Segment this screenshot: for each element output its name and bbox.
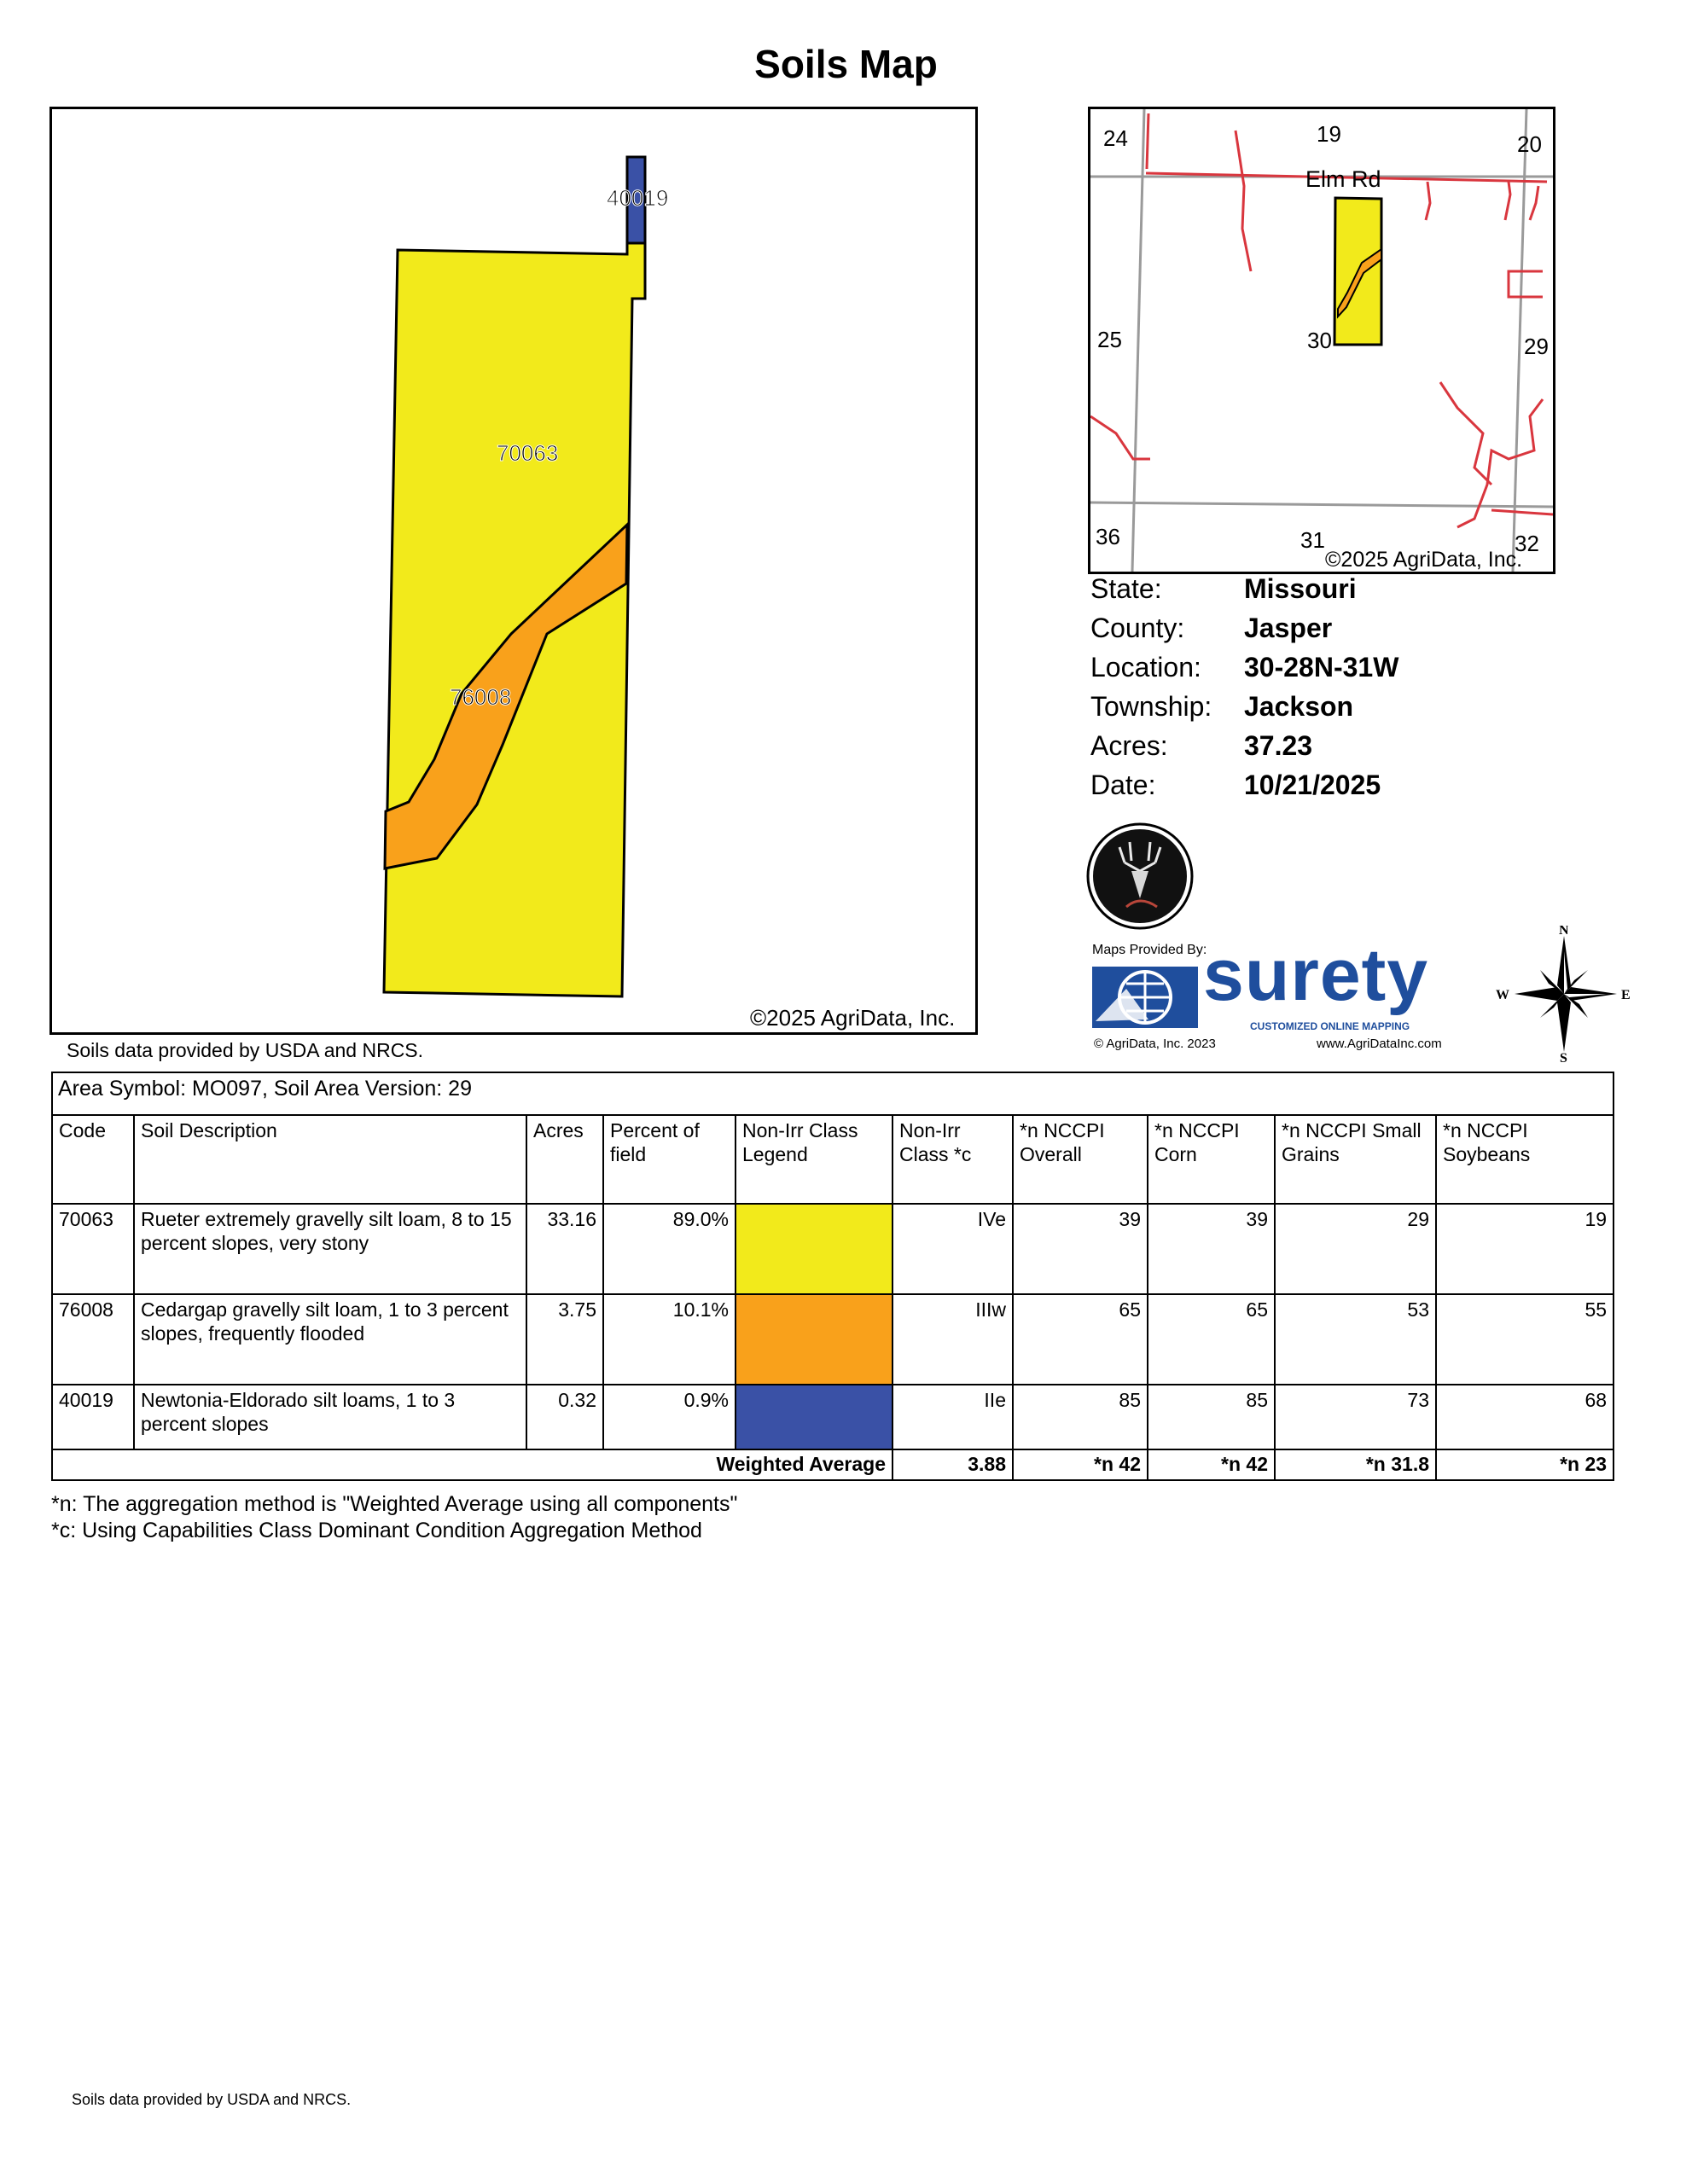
weighted-small: *n 31.8 bbox=[1275, 1449, 1436, 1480]
locator-map[interactable] bbox=[1088, 107, 1555, 574]
col-header-nccpi-soybeans: *n NCCPI Soybeans bbox=[1436, 1115, 1614, 1204]
deer-logo-icon bbox=[1085, 822, 1195, 931]
data-credit: Soils data provided by USDA and NRCS. bbox=[67, 1039, 424, 1061]
table-row bbox=[52, 1385, 1614, 1449]
locator-map-canvas bbox=[1090, 109, 1553, 572]
info-value: 30-28N-31W bbox=[1244, 652, 1399, 682]
cell-acres: 3.75 bbox=[526, 1294, 603, 1385]
soils-map[interactable] bbox=[49, 107, 978, 1035]
cell-nccpi-corn: 85 bbox=[1148, 1385, 1275, 1449]
cell-nccpi-small: 53 bbox=[1275, 1294, 1436, 1385]
section-label-29: 29 bbox=[1524, 334, 1549, 359]
compass-s: S bbox=[1560, 1051, 1567, 1062]
section-label-36: 36 bbox=[1096, 524, 1120, 549]
section-label-31: 31 bbox=[1300, 527, 1325, 553]
maps-provided-caption: Maps Provided By: bbox=[1092, 943, 1207, 957]
col-header-nccpi-small-grains: *n NCCPI Small Grains bbox=[1275, 1115, 1436, 1204]
soil-table bbox=[51, 1072, 1613, 1481]
cell-code: 40019 bbox=[52, 1385, 134, 1449]
info-value: 37.23 bbox=[1244, 730, 1313, 761]
info-value: Jasper bbox=[1244, 613, 1333, 643]
table-row bbox=[52, 1204, 1614, 1294]
info-label: Date: bbox=[1090, 770, 1156, 800]
info-label: State: bbox=[1090, 573, 1162, 604]
cell-class: IVe bbox=[893, 1204, 1013, 1294]
info-value: Jackson bbox=[1244, 691, 1354, 722]
weighted-class: 3.88 bbox=[893, 1449, 1013, 1480]
weighted-average-label: Weighted Average bbox=[52, 1449, 893, 1480]
surety-brand: surety bbox=[1203, 934, 1429, 1016]
cell-legend-swatch bbox=[736, 1385, 893, 1449]
footnote-n: *n: The aggregation method is "Weighted Average using all components" bbox=[51, 1492, 738, 1516]
info-value: Missouri bbox=[1244, 573, 1357, 604]
col-header-class: Non-Irr Class *c bbox=[893, 1115, 1013, 1204]
surety-copyright: © AgriData, Inc. 2023 bbox=[1094, 1037, 1216, 1051]
cell-nccpi-corn: 65 bbox=[1148, 1294, 1275, 1385]
cell-percent: 10.1% bbox=[603, 1294, 736, 1385]
footnote-c: *c: Using Capabilities Class Dominant Condition Aggregation Method bbox=[51, 1519, 702, 1542]
label-40019: 40019 bbox=[607, 185, 669, 211]
table-row bbox=[52, 1294, 1614, 1385]
weighted-corn: *n 42 bbox=[1148, 1449, 1275, 1480]
compass-w: W bbox=[1496, 988, 1509, 1002]
weighted-soy: *n 23 bbox=[1436, 1449, 1614, 1480]
cell-description: Rueter extremely gravelly silt loam, 8 to 15 percent slopes, very stony bbox=[134, 1204, 526, 1294]
weighted-overall: *n 42 bbox=[1013, 1449, 1148, 1480]
cell-nccpi-corn: 39 bbox=[1148, 1204, 1275, 1294]
cell-nccpi-soy: 19 bbox=[1436, 1204, 1614, 1294]
cell-legend-swatch bbox=[736, 1204, 893, 1294]
cell-nccpi-soy: 55 bbox=[1436, 1294, 1614, 1385]
legend-swatch-orange bbox=[736, 1295, 892, 1384]
section-label-32: 32 bbox=[1515, 531, 1539, 556]
surety-tagline: CUSTOMIZED ONLINE MAPPING bbox=[1250, 1020, 1410, 1032]
col-header-nccpi-corn: *n NCCPI Corn bbox=[1148, 1115, 1275, 1204]
footnotes bbox=[51, 1491, 737, 1544]
info-label: Acres: bbox=[1090, 730, 1168, 761]
compass-n: N bbox=[1559, 926, 1569, 938]
road-label-elm: Elm Rd bbox=[1305, 166, 1381, 192]
compass-e: E bbox=[1621, 988, 1631, 1002]
cell-legend-swatch bbox=[736, 1294, 893, 1385]
cell-nccpi-small: 73 bbox=[1275, 1385, 1436, 1449]
footer-credit: Soils data provided by USDA and NRCS. bbox=[72, 2091, 352, 2108]
cell-acres: 0.32 bbox=[526, 1385, 603, 1449]
cell-nccpi-overall: 39 bbox=[1013, 1204, 1148, 1294]
cell-nccpi-overall: 65 bbox=[1013, 1294, 1148, 1385]
compass-rose-icon bbox=[1489, 926, 1634, 1062]
col-header-percent: Percent of field bbox=[603, 1115, 736, 1204]
section-label-24: 24 bbox=[1103, 125, 1128, 151]
label-76008: 76008 bbox=[450, 684, 512, 710]
soils-map-canvas bbox=[52, 109, 975, 1032]
col-header-nccpi-overall: *n NCCPI Overall bbox=[1013, 1115, 1148, 1204]
cell-code: 70063 bbox=[52, 1204, 134, 1294]
col-header-legend: Non-Irr Class Legend bbox=[736, 1115, 893, 1204]
cell-acres: 33.16 bbox=[526, 1204, 603, 1294]
section-label-20: 20 bbox=[1517, 131, 1542, 157]
cell-description: Newtonia-Eldorado silt loams, 1 to 3 percent slopes bbox=[134, 1385, 526, 1449]
surety-url: www.AgriDataInc.com bbox=[1317, 1037, 1442, 1051]
section-label-30: 30 bbox=[1307, 328, 1332, 353]
cell-percent: 89.0% bbox=[603, 1204, 736, 1294]
section-label-19: 19 bbox=[1317, 121, 1341, 147]
cell-percent: 0.9% bbox=[603, 1385, 736, 1449]
cell-class: IIIw bbox=[893, 1294, 1013, 1385]
info-label: Location: bbox=[1090, 652, 1201, 682]
section-label-25: 25 bbox=[1097, 327, 1122, 352]
soil-polygon-70063 bbox=[384, 243, 645, 996]
cell-nccpi-overall: 85 bbox=[1013, 1385, 1148, 1449]
cell-code: 76008 bbox=[52, 1294, 134, 1385]
cell-description: Cedargap gravelly silt loam, 1 to 3 percent slopes, frequently flooded bbox=[134, 1294, 526, 1385]
locator-copyright: ©2025 AgriData, Inc. bbox=[1325, 548, 1523, 572]
label-70063: 70063 bbox=[497, 440, 559, 466]
cell-class: IIe bbox=[893, 1385, 1013, 1449]
cell-nccpi-soy: 68 bbox=[1436, 1385, 1614, 1449]
legend-swatch-yellow bbox=[736, 1205, 892, 1293]
col-header-code: Code bbox=[52, 1115, 134, 1204]
legend-swatch-blue bbox=[736, 1385, 892, 1449]
area-symbol: Area Symbol: MO097, Soil Area Version: 29 bbox=[52, 1072, 1614, 1115]
col-header-description: Soil Description bbox=[134, 1115, 526, 1204]
page-title: Soils Map bbox=[754, 42, 938, 86]
info-value: 10/21/2025 bbox=[1244, 770, 1381, 800]
map-copyright: ©2025 AgriData, Inc. bbox=[750, 1005, 956, 1031]
cell-nccpi-small: 29 bbox=[1275, 1204, 1436, 1294]
col-header-acres: Acres bbox=[526, 1115, 603, 1204]
info-label: Township: bbox=[1090, 691, 1212, 722]
info-label: County: bbox=[1090, 613, 1185, 643]
weighted-average-row bbox=[52, 1449, 1614, 1480]
